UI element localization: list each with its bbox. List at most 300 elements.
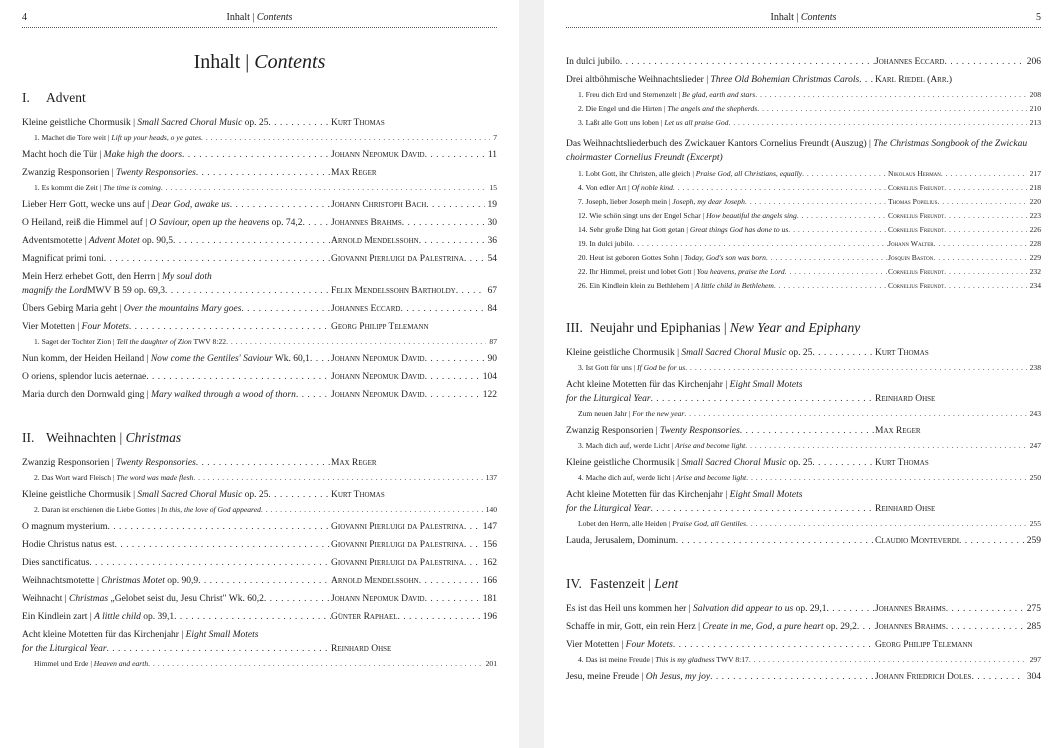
leader-dots [749,654,1027,666]
toc-entry [566,602,1041,616]
leader-dots [757,103,1026,115]
entry-title-en: Over the mountains Mary goes [123,304,242,314]
page-ref: 232 [1029,267,1041,276]
toc-entry [566,456,1041,470]
leader-dots [944,55,1023,69]
toc-subentry [566,238,1041,250]
leader-dots [812,346,875,360]
entry-title-en: For the new year [632,409,685,418]
page-ref: 156 [482,540,497,550]
entry-title-cell [566,424,875,438]
section-number: III. [566,320,583,335]
entry-title-en: My soul doth [162,272,212,282]
entry-title-en: Eight Small Motets [185,630,259,640]
entry-title-cell [22,198,331,212]
composer: Arnold Mendelssohn [331,236,419,246]
entry-title: Zwanzig Responsorien | Twenty Responsories [22,168,196,178]
composer: Johann Nepomuk David [331,354,425,364]
entry-title: Zum neuen Jahr | For the new year [578,409,685,418]
toc-entry [22,116,497,130]
composer: Giovanni Pierluigi da Palestrina [331,522,464,532]
leader-dots [261,504,483,516]
entry-title: In dulci jubilo [566,57,620,67]
composer: Max Reger [331,168,377,178]
leader-dots [941,168,1027,180]
page-ref: 7 [493,133,497,142]
composer: Kurt Thomas [875,348,929,358]
entry-title: 2. Die Engel und die Hirten | The angels and the shepherds [578,104,758,113]
entry-title-cell [566,392,875,406]
entry-title-en: Create in me, God, a pure heart [702,622,824,632]
toc-subentry [566,472,1041,484]
toc-entry [22,302,497,316]
entry-title-en: Be glad, earth and stars [682,90,756,99]
composer: Johann Nepomuk David [331,150,425,160]
toc-entry [22,320,497,334]
leader-dots [464,556,480,570]
page-ref: 147 [482,522,497,532]
leader-dots [959,534,1024,548]
page-ref: 84 [487,304,497,314]
entry-title: Übers Gebirg Maria geht | Over the mountains Mary goes [22,304,242,314]
leader-dots [268,116,331,130]
entry-title-en: The angels and the shepherds [667,104,758,113]
entry-title-cell [22,252,331,266]
entry-title: 4. Das ist meine Freude | This is my gladness TWV 8:17 [578,655,749,664]
leader-dots [182,148,331,162]
running-head [566,12,1041,28]
page-ref: 220 [1029,197,1041,206]
page-ref: 226 [1029,225,1041,234]
entry-title-cell [566,534,875,548]
leader-dots [944,210,1026,222]
entry-title-cell [578,266,888,278]
toc-entry [22,252,497,266]
page-ref: 213 [1029,118,1041,127]
entry-title: Macht hoch die Tür | Make high the doors [22,150,183,160]
toc-subentry [22,132,497,144]
page-ref: 297 [1029,655,1041,664]
entry-title-en: for the Liturgical Year [566,394,651,404]
entry-title-en: Today, God's son was born [684,253,766,262]
composer: Reinhard Ohse [331,644,392,654]
leader-dots [937,196,1026,208]
toc-subentry [566,440,1041,452]
leader-dots [104,252,331,266]
composer: Max Reger [875,426,921,436]
entry-title-en: Mary walked through a wood of thorn [151,390,296,400]
page-ref: 247 [1029,441,1041,450]
leader-dots [146,370,331,384]
composer: Johann Friedrich Doles [875,672,972,682]
entry-title-cell [566,602,875,616]
entry-title: Adventsmotette | Advent Motet op. 90,5 [22,236,173,246]
page-ref: 162 [482,558,497,568]
leader-dots [148,658,482,670]
toc-subentry [566,224,1041,236]
page-ref: 137 [485,473,497,482]
page-ref: 54 [487,254,497,264]
toc-subentry [566,196,1041,208]
entry-title-cell [578,224,888,236]
composer: Giovanni Pierluigi da Palestrina [331,254,464,264]
leader-dots [310,352,331,366]
leader-dots [728,117,1026,129]
leader-dots [740,424,875,438]
entry-title-en: Arise and become light [675,473,747,482]
entry-title-line: Acht kleine Motetten für das Kirchenjahr | Eight Small Motets [22,630,259,640]
entry-title: 3. Ist Gott für uns | If God be for us [578,363,686,372]
section-heading: IV. Fastenzeit | Lent [566,576,679,591]
leader-dots [745,196,888,208]
entry-title: O magnum mysterium [22,522,108,532]
entry-title-cell [566,638,875,652]
entry-title-en: A little child in Bethlehem [694,281,774,290]
entry-title-cell [22,284,331,298]
composer: Johannes Brahms [875,604,946,614]
entry-title: Vier Motetten | Four Motets [22,322,129,332]
toc-entry [566,346,1041,360]
page-ref: 140 [485,505,497,514]
toc-subentry [22,658,497,670]
entry-title-en: Heaven and earth [93,659,149,668]
entry-title: 3. Laßt alle Gott uns loben | Let us all praise God [578,118,729,127]
leader-dots [425,388,480,402]
toc-content [566,51,1041,684]
page-ref: 234 [1029,281,1041,290]
composer: Josquin Baston [888,253,934,262]
section-heading: III. Neujahr und Epiphanias | New Year and Epiphany [566,320,861,335]
entry-title-en: Oh Jesus, my joy [645,672,711,682]
entry-title-en: The time is coming [103,183,161,192]
section-number: I. [22,90,30,105]
toc-entry [22,538,497,552]
toc-entry [566,424,1041,438]
entry-title-en: magnify the Lord [22,286,88,296]
entry-title-en: Now come the Gentiles' Saviour [150,354,273,364]
entry-title-en: Advent Motet [88,236,140,246]
leader-dots [173,234,331,248]
section-gap [22,402,497,430]
entry-title-en: Salvation did appear to us [692,604,794,614]
leader-dots [419,234,485,248]
composer: Cornelius Freundt [888,225,945,234]
leader-dots [464,520,480,534]
page-ref: 275 [1026,604,1041,614]
entry-line [566,392,1041,406]
page-ref: 217 [1029,169,1041,178]
section-title-en: Lent [654,576,679,591]
page-ref: 104 [482,372,497,382]
entry-title-cell [578,196,888,208]
page-number: 4 [22,12,27,23]
toc-subentry [566,117,1041,129]
leader-dots [198,574,331,588]
leader-dots [115,538,331,552]
entry-title: Kleine geistliche Chormusik | Small Sacred Choral Music op. 25 [22,118,269,128]
leader-dots [425,352,485,366]
entry-title-en: Twenty Responsories [115,168,196,178]
leader-dots [651,502,875,516]
composer: Cornelius Freundt [888,211,945,220]
entry-title-cell [22,574,331,588]
page-ref: 259 [1026,536,1041,546]
leader-dots [230,198,331,212]
entry-title: 1. Freu dich Erd und Sternenzelt | Be glad, earth and stars [578,90,756,99]
leader-dots [419,574,480,588]
entry-title: 22. Ihr Himmel, preist und lobet Gott | You heavens, praise the Lord [578,267,785,276]
toc-entry [22,198,497,212]
entry-title: 14. Sehr große Ding hat Gott getan | Great things God has done to us [578,225,789,234]
entry-title-cell [22,538,331,552]
entry-title-cell [578,182,888,194]
running-title: Inhalt | Contents [770,12,837,23]
page-ref: 208 [1029,90,1041,99]
leader-dots [944,280,1026,292]
entry-title-en: The word was made flesh [116,473,194,482]
toc-entry [22,270,497,298]
entry-title: 1. Es kommt die Zeit | The time is coming [34,183,161,192]
composer: Johann Nepomuk David [331,390,425,400]
leader-dots [745,440,1026,452]
composer: Georg Philipp Telemann [875,640,973,650]
entry-title-cell [566,620,875,634]
page-ref: 19 [487,200,497,210]
toc-entry [566,638,1041,652]
entry-title-en: Praise God, all Gentiles [672,519,746,528]
leader-dots [785,266,888,278]
page-title: Inhalt | Contents [193,51,326,73]
entry-title: Schaffe in mir, Gott, ein rein Herz | Create in me, God, a pure heart op. 29,2 [566,622,857,632]
entry-title-cell [22,352,331,366]
leader-dots [425,592,480,606]
entry-title-en: Small Sacred Choral Music [681,348,787,358]
leader-dots [710,670,875,684]
page-ref: 67 [487,286,497,296]
leader-dots [934,238,1027,250]
toc-entry [22,352,497,366]
composer: Thomas Popelius [888,197,938,206]
entry-title-cell [566,73,875,87]
section-gap [566,548,1041,576]
leader-dots [226,336,486,348]
leader-dots [426,198,484,212]
left-page [0,0,519,748]
leader-dots [755,89,1026,101]
leader-dots [129,320,331,334]
leader-dots [174,610,331,624]
entry-title: Lieber Herr Gott, wecke uns auf | Dear God, awake us [22,200,230,210]
entry-title-cell [566,456,875,470]
entry-title-cell [22,610,331,624]
page-ref: 229 [1029,253,1041,262]
leader-dots [797,210,888,222]
leader-dots [264,592,331,606]
leader-dots [464,252,485,266]
entry-title-en: The Christmas Songbook of the Zwickau choirmaster Cornelius Freundt (Excerpt) [566,139,1028,163]
entry-title: Vier Motetten | Four Motets [566,640,673,650]
composer: Arnold Mendelssohn [331,576,419,586]
entry-title-en: Lift up your heads, o ye gates [111,133,202,142]
entry-title-en: Christmas Motet [101,576,165,586]
toc-content [22,40,497,670]
entry-title: 7. Joseph, lieber Joseph mein | Joseph, my dear Joseph [578,197,745,206]
entry-title: 4. Von edler Art | Of noble kind [578,183,673,192]
entry-title-cell [22,166,331,180]
entry-title-line: Mein Herz erhebet Gott, den Herrn | My soul doth [22,272,212,282]
leader-dots [944,266,1026,278]
composer: Johannes Brahms [331,218,402,228]
toc-entry [566,55,1041,69]
entry-title-en: Four Motets [625,640,673,650]
composer: Johann Nepomuk David [331,594,425,604]
entry-line [22,642,497,656]
page-ref: 210 [1029,104,1041,113]
toc-entry [566,534,1041,548]
composer: Max Reger [331,458,377,468]
entry-title-en: Arise and become light [675,441,746,450]
entry-title-cell [578,252,888,264]
toc-entry: Das Weihnachtsliederbuch des Zwickauer Kantors Cornelius Freundt (Auszug) | The Christmas Songbook of the Zwickau choirmaster Cornelius Freundt (Excerpt) [566,139,1028,163]
composer: Kurt Thomas [331,118,385,128]
entry-title: Nun komm, der Heiden Heiland | Now come the Gentiles' Saviour Wk. 60,1 [22,354,310,364]
entry-title: Magnificat primi toni [22,254,104,264]
composer: Johannes Eccard [331,304,401,314]
entry-title-cell [22,556,331,570]
toc-entry [22,488,497,502]
leader-dots [196,166,331,180]
entry-title: Kleine geistliche Chormusik | Small Sacred Choral Music op. 25 [566,348,813,358]
section-number: IV. [566,576,582,591]
entry-line [566,502,1041,516]
leader-dots [196,456,331,470]
leader-dots [746,472,1026,484]
page-ref: 238 [1029,363,1041,372]
entry-title: 26. Ein Kindlein klein zu Bethlehem | A little child in Bethlehem [578,281,774,290]
section-heading: I. Advent [22,90,86,105]
toc-entry [22,216,497,230]
entry-title: Maria durch den Dornwald ging | Mary walked through a wood of thorn [22,390,296,400]
leader-dots [946,602,1024,616]
entry-title-en: In this, the love of God appeared [161,505,261,514]
leader-dots [857,620,875,634]
entry-title-cell [578,280,888,292]
composer: Cornelius Freundt [888,281,945,290]
toc-entry [566,378,1041,406]
leader-dots [241,302,331,316]
toc-entry [22,628,497,656]
entry-title-en: Make high the doors [103,150,183,160]
toc-entry [22,148,497,162]
toc-subentry [566,182,1041,194]
entry-title-en: Great things God has done to us [689,225,789,234]
toc-subentry [566,210,1041,222]
entry-title-cell [578,210,888,222]
toc-subentry [566,89,1041,101]
entry-title: Drei altböhmische Weihnachtslieder | Three Old Bohemian Christmas Carols [566,75,860,85]
section-heading: II. Weihnachten | Christmas [22,430,182,445]
entry-title: Es ist das Heil uns kommen her | Salvation did appear to us op. 29,1 [566,604,827,614]
leader-dots [620,55,875,69]
page-ref: 166 [482,576,497,586]
entry-title-cell [22,592,331,606]
leader-dots [464,538,480,552]
section-title-en: New Year and Epiphany [729,320,861,335]
entry-title-en: for the Liturgical Year [22,644,107,654]
leader-dots [201,132,490,144]
composer: Giovanni Pierluigi da Palestrina [331,558,464,568]
leader-dots [456,284,485,298]
running-head [22,12,497,28]
leader-dots [89,556,331,570]
entry-title-en: Eight Small Motets [729,380,803,390]
entry-title: O Heiland, reiß die Himmel auf | O Saviour, open up the heavens op. 74,2 [22,218,303,228]
entry-title: Himmel und Erde | Heaven and earth [34,659,149,668]
leader-dots [859,73,875,87]
leader-dots [827,602,875,616]
entry-title-cell [578,168,888,180]
page-ref: 15 [489,183,497,192]
entry-title-en: If God be for us [637,363,686,372]
leader-dots [400,302,484,316]
composer: Georg Philipp Telemann [331,322,429,332]
section-number: II. [22,430,35,445]
leader-dots [812,456,875,470]
entry-title-cell [22,388,331,402]
entry-title-cell [22,148,331,162]
entry-title-en: Small Sacred Choral Music [137,490,243,500]
toc-entry [22,556,497,570]
entry-title-cell [566,670,875,684]
composer: Karl Riedel (Arr.) [875,75,953,85]
toc-entry [22,574,497,588]
entry-title: 19. In dulci jubilo [578,239,633,248]
leader-dots [774,280,888,292]
page-ref: 206 [1026,57,1041,67]
composer: Johannes Brahms [875,622,946,632]
entry-title-en: Four Motets [81,322,129,332]
entry-title: 3. Mach dich auf, werde Licht | Arise and become light [578,441,746,450]
entry-title-cell [566,346,875,360]
page-ref: 243 [1029,409,1041,418]
entry-title-en: This is my gladness [655,655,715,664]
entry-title: 1. Machet die Tore weit | Lift up your heads, o ye gates [34,133,202,142]
toc-subentry [566,654,1041,666]
toc-subentry [566,518,1041,530]
entry-title-en: Twenty Responsories [115,458,196,468]
entry-title-en: Small Sacred Choral Music [137,118,243,128]
toc-subentry [22,336,497,348]
entry-title: Jesu, meine Freude | Oh Jesus, my joy [566,672,711,682]
leader-dots [946,620,1024,634]
toc-subentry [566,280,1041,292]
entry-title-en: A little child [94,612,141,622]
leader-dots [673,638,875,652]
entry-title: 4. Mache dich auf, werde licht | Arise and become light [578,473,747,482]
entry-title-cell [578,238,888,250]
toc-subentry [566,266,1041,278]
toc-entry [22,610,497,624]
section-gap [566,292,1041,320]
entry-title: Zwanzig Responsorien | Twenty Responsories [22,458,196,468]
entry-title-cell [566,55,875,69]
entry-title-cell [566,502,875,516]
entry-title-cell [22,642,331,656]
page-ref: 181 [482,594,497,604]
leader-dots [746,518,1027,530]
entry-title-cell [22,234,331,248]
entry-title: Hodie Christus natus est [22,540,115,550]
